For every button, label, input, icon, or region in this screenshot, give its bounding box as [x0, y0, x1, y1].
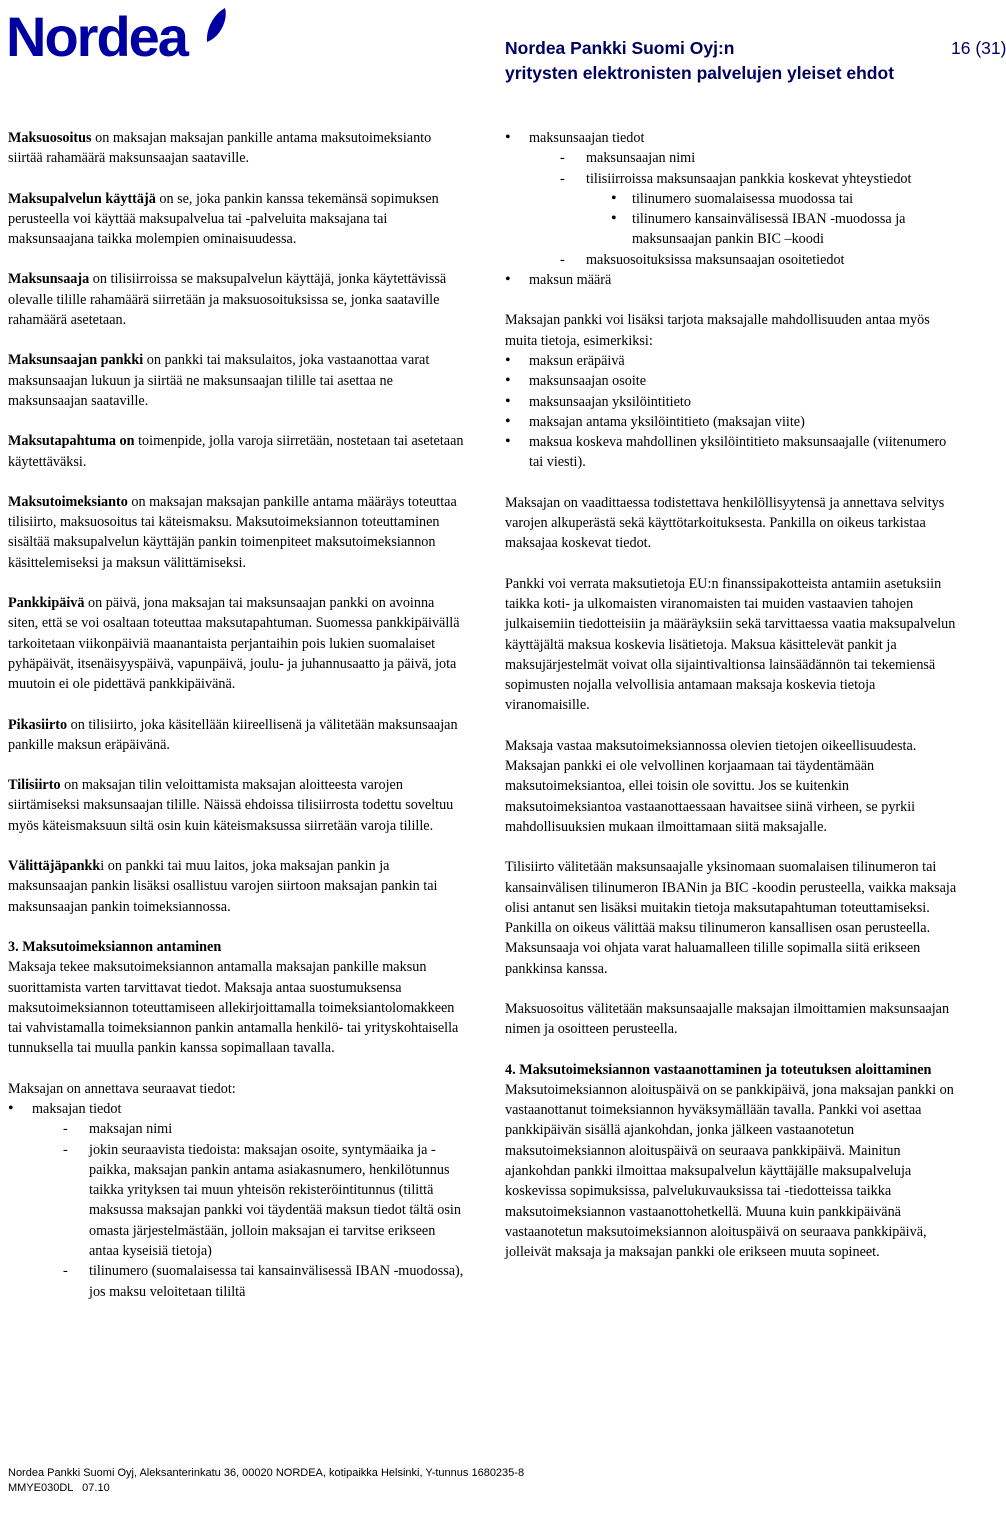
paragraph-responsibility: Maksaja vastaa maksutoimeksiannossa olevien tietojen oikeellisuudesta. Maksajan pankki ei ole velvollinen korjaamaan tai täydentämään maksutoimeksiantoa, ellei toisin ole sovittu. Jos se kuitenkin maksutoimeksiantoa vastaanottaessaan havaitsee siinä virheen, se pyrkii mahdollisuuksien mukaan ilmoittamaan siitä maksajalle. — [505, 737, 917, 835]
list-item: - maksunsaajan nimi — [557, 148, 958, 168]
paragraph-verification: Pankki voi verrata maksutietoja EU:n finanssipakotteista antamiin asetuksiin taikka koti- ja ulkomaisten viranomaisten tai muiden vastaavien tahojen julkaisemiin tiedotteisiin ja määräyksiin sekä tarvittaessa vaatia maksupalvelun käyttäjältä maksua koskevia lisätietoja. Maksua käsittelevät pankit ja maksujärjestelmät voivat olla sijaintivaltionsa lainsäädännön tai tekemiensä sopimusten nojalla velvollisia antamaan maksaja koskevia tietoja viranomaisille. — [505, 575, 956, 714]
paragraph-identity: Maksajan on vaadittaessa todistettava henkilöllisyytensä ja annettava selvitys varojen alkuperästä sekä käyttötarkoituksesta. Pankilla on oikeus tarkistaa maksajaa koskevat tiedot. — [505, 494, 945, 552]
definition-pikasiirto: Pikasiirto on tilisiirto, joka käsitellään kiireellisenä ja välitetään maksunsaajan pankille maksun eräpäivänä. — [8, 716, 458, 753]
page-number: 16 (31) — [951, 38, 1006, 58]
logo-leaf-icon — [207, 8, 226, 42]
definition-maksupalvelun-kayttaja: Maksupalvelun käyttäjä on se, joka pankin kanssa tekemänsä sopimuksen perusteella voi käyttää maksupalvelua tai -palveluita maksajana tai maksunsaajana taikka molempien ominaisuudessa. — [8, 190, 439, 248]
definition-maksuosoitus: Maksuosoitus on maksajan maksajan pankille antama maksutoimeksianto siirtää rahamäärä maksunsaajan saataville. — [8, 130, 432, 167]
logo-wordmark: Nordea — [6, 5, 187, 68]
payee-info-list — [505, 128, 958, 290]
list-item: • maksunsaajan tiedot - maksunsaajan nimi - tilisiirroissa maksunsaajan pankkia koskevat yhteystiedot • tilinumero suomalaisessa muodossa tai • tilinumero kansainvälisessä IBAN -muodossa ja maksunsaajan pankin BIC –koodi - maksuosoituksissa maksunsaajan osoitetiedot — [505, 128, 958, 270]
list-item: • maksun määrä — [505, 270, 958, 290]
definition-maksunsaajan-pankki: Maksunsaajan pankki on pankki tai maksulaitos, joka vastaanottaa varat maksunsaajan lukuun ja siirtää ne maksunsaajan tilille tai asettaa ne maksunsaajan saataville. — [8, 352, 430, 409]
right-column — [505, 128, 958, 1283]
list-item: - tilinumero (suomalaisessa tai kansainvälisessä IBAN -muodossa), jos maksu veloitetaan tililtä — [60, 1261, 464, 1302]
definition-tilisiirto: Tilisiirto on maksajan tilin veloittamista maksajan aloitteesta varojen siirtämiseksi maksunsaajan tilille. Näissä ehdoissa tilisiirrosta todettu soveltuu myös käteismaksuun siltä osin kuin käteismaksussa siirretään varoja tilille. — [8, 777, 454, 834]
paragraph-transfer: Tilisiirto välitetään maksunsaajalle yksinomaan suomalaisen tilinumeron tai kansainvälisen tilinumeron IBANin ja BIC -koodin perusteella, vaikka maksaja olisi antanut sen lisäksi muitakin tietoja maksutapahtuman toteuttamiseksi. Pankilla on oikeus välittää maksu tilinumeron kansallisen osan perusteella. Maksunsaaja voi ohjata varat haluamalleen tilille sopimalla siitä erikseen pankkinsa kanssa. — [505, 859, 957, 977]
section-3-text: Maksaja tekee maksutoimeksiannon antamalla maksajan pankille maksun suorittamista varten tarvittavat tiedot. Maksaja antaa suostumuksensa maksutoimeksiannon toteuttamiseen allekirjoittamalla toimeksiantolomakkeen tai vahvistamalla toimeksiannon pankin antamalla henkilö- tai yrityskohtaisella tunnuksella tai muulla pankin kanssa sopimallaan tavalla. — [8, 959, 459, 1057]
extra-info-intro: Maksajan pankki voi lisäksi tarjota maksajalle mahdollisuuden antaa myös muita tietoja, esimerkiksi: — [505, 312, 930, 349]
section-4-text: Maksutoimeksiannon aloituspäivä on se pankkipäivä, jona maksajan pankki on vastaanottanut toimeksiannon hyväksymällään tavalla. Pankki voi asettaa pankkipäivän sisällä ajankohdan, jonka jälkeen vastaanotetun maksutoimeksiannon aloituspäivä on seuraava pankkipäivä. Mainitun ajankohdan pankki ilmoittaa maksupalvelun käyttäjälle maksupalveluja koskevissa sopimuksissa, palvelukuvauksissa tai -tiedotteissa taikka maksutoimeksiannon vastaanottohetkellä. Muuna kuin pankkipäivänä vastaanotetun maksutoimeksiannon aloituspäivä on seuraava pankkipäivä, jolleivät maksaja ja maksajan pankki ole erikseen muuta sopineet. — [505, 1081, 954, 1261]
list-item: - tilisiirroissa maksunsaajan pankkia koskevat yhteystiedot • tilinumero suomalaisessa muodossa tai • tilinumero kansainvälisessä IBAN -muodossa ja maksunsaajan pankin BIC –koodi — [557, 169, 958, 250]
list-item: • tilinumero suomalaisessa muodossa tai — [611, 189, 958, 209]
page-footer — [8, 1466, 524, 1496]
section-3-heading: 3. Maksutoimeksiannon antaminen — [8, 938, 222, 955]
definition-maksutoimeksianto: Maksutoimeksianto on maksajan maksajan pankille antama määräys toteuttaa tilisiirto, maksuosoitus tai käteismaksu. Maksutoimeksiannon toteuttaminen sisältää maksupalvelun käyttäjän pankin toimenpiteet maksutoimeksiannon käsittelemiseksi ja maksun välittämiseksi. — [8, 493, 457, 571]
footer-doc-code: MMYE030DL 07.10 — [8, 1482, 110, 1494]
footer-company-info: Nordea Pankki Suomi Oyj, Aleksanterinkatu 36, 00020 NORDEA, kotipaikka Helsinki, Y-tunnus 1680235-8 — [8, 1467, 525, 1479]
list-item: • maksunsaajan yksilöintitieto — [505, 392, 958, 412]
section-4-heading: 4. Maksutoimeksiannon vastaanottaminen ja toteutuksen aloittaminen — [505, 1061, 932, 1078]
list-item: • maksua koskeva mahdollinen yksilöintitieto maksunsaajalle (viitenumero tai viesti). — [505, 432, 958, 473]
definition-maksutapahtuma: Maksutapahtuma on toimenpide, jolla varoja siirretään, nostetaan tai asetetaan käytettäväksi. — [8, 433, 464, 470]
extra-info-list — [505, 351, 958, 473]
required-info-intro: Maksajan on annettava seuraavat tiedot: — [8, 1080, 236, 1097]
paragraph-payment-order: Maksuosoitus välitetään maksunsaajalle maksajan ilmoittamien maksunsaajan nimen ja osoitteen perusteella. — [505, 1000, 950, 1038]
definition-pankkipaiva: Pankkipäivä on päivä, jona maksajan tai maksunsaajan pankki on avoinna siten, että se voi osaltaan toteuttaa maksutapahtuman. Suomessa pankkipäivällä tarkoitetaan viikonpäiviä maanantaista perjantaihin pois lukien suomalaiset pyhäpäivät, itsenäisyyspäivä, vapunpäivä, joulu- ja juhannusaatto ja päivä, jota muutoin ei ole pidettävä pankkipäivänä. — [8, 595, 460, 693]
list-item: - maksuosoituksissa maksunsaajan osoitetiedot — [557, 250, 958, 270]
list-item: - jokin seuraavista tiedoista: maksajan osoite, syntymäaika ja -paikka, maksajan pankin antama asiakasnumero, henkilötunnus taikka yrityksen tai muun yhteisön rekisteröintitunnus (tilittä maksussa maksajan pankki voi täydentää maksun tiedot tältä osin omasta järjestelmästään, jolloin maksajan ei tarvitse erikseen antaa kyseisiä tietoja) — [60, 1140, 464, 1262]
definition-maksunsaaja: Maksunsaaja on tilisiirroissa se maksupalvelun käyttäjä, jonka käytettävissä olevalle tilille rahamäärä siirretään ja maksuosoituksissa se, jonka saataville rahamäärä asetetaan. — [8, 271, 447, 329]
list-item: • maksunsaajan osoite — [505, 371, 958, 391]
list-item: • maksajan tiedot - maksajan nimi - jokin seuraavista tiedoista: maksajan osoite, syntymäaika ja -paikka, maksajan pankin antama asiakasnumero, henkilötunnus taikka yrityksen tai muun yhteisön rekisteröintitunnus (tilittä maksussa maksajan pankki voi täydentää maksun tiedot tältä osin omasta järjestelmästään, jolloin maksajan ei tarvitse erikseen antaa kyseisiä tietoja) - tilinumero (suomalaisessa tai kansainvälisessä IBAN -muodossa), jos maksu veloitetaan tililtä — [8, 1099, 464, 1302]
definition-valittajapankki: Välittäjäpankki on pankki tai muu laitos, joka maksajan pankin ja maksunsaajan pankin lisäksi osallistuu varojen siirtoon maksajan pankin tai maksunsaajan pankin toimeksiannossa. — [8, 858, 438, 915]
list-item: • maksajan antama yksilöintitieto (maksajan viite) — [505, 412, 958, 432]
list-item: - maksajan nimi — [60, 1119, 464, 1139]
document-title: yritysten elektronisten palvelujen yleiset ehdot — [505, 63, 895, 83]
list-item: • maksun eräpäivä — [505, 351, 958, 371]
left-column — [8, 128, 464, 1302]
header-company — [505, 38, 1006, 59]
required-info-list — [8, 1099, 464, 1302]
company-name: Nordea Pankki Suomi Oyj:n — [505, 38, 735, 58]
nordea-logo — [6, 5, 231, 68]
list-item: • tilinumero kansainvälisessä IBAN -muodossa ja maksunsaajan pankin BIC –koodi — [611, 209, 958, 250]
